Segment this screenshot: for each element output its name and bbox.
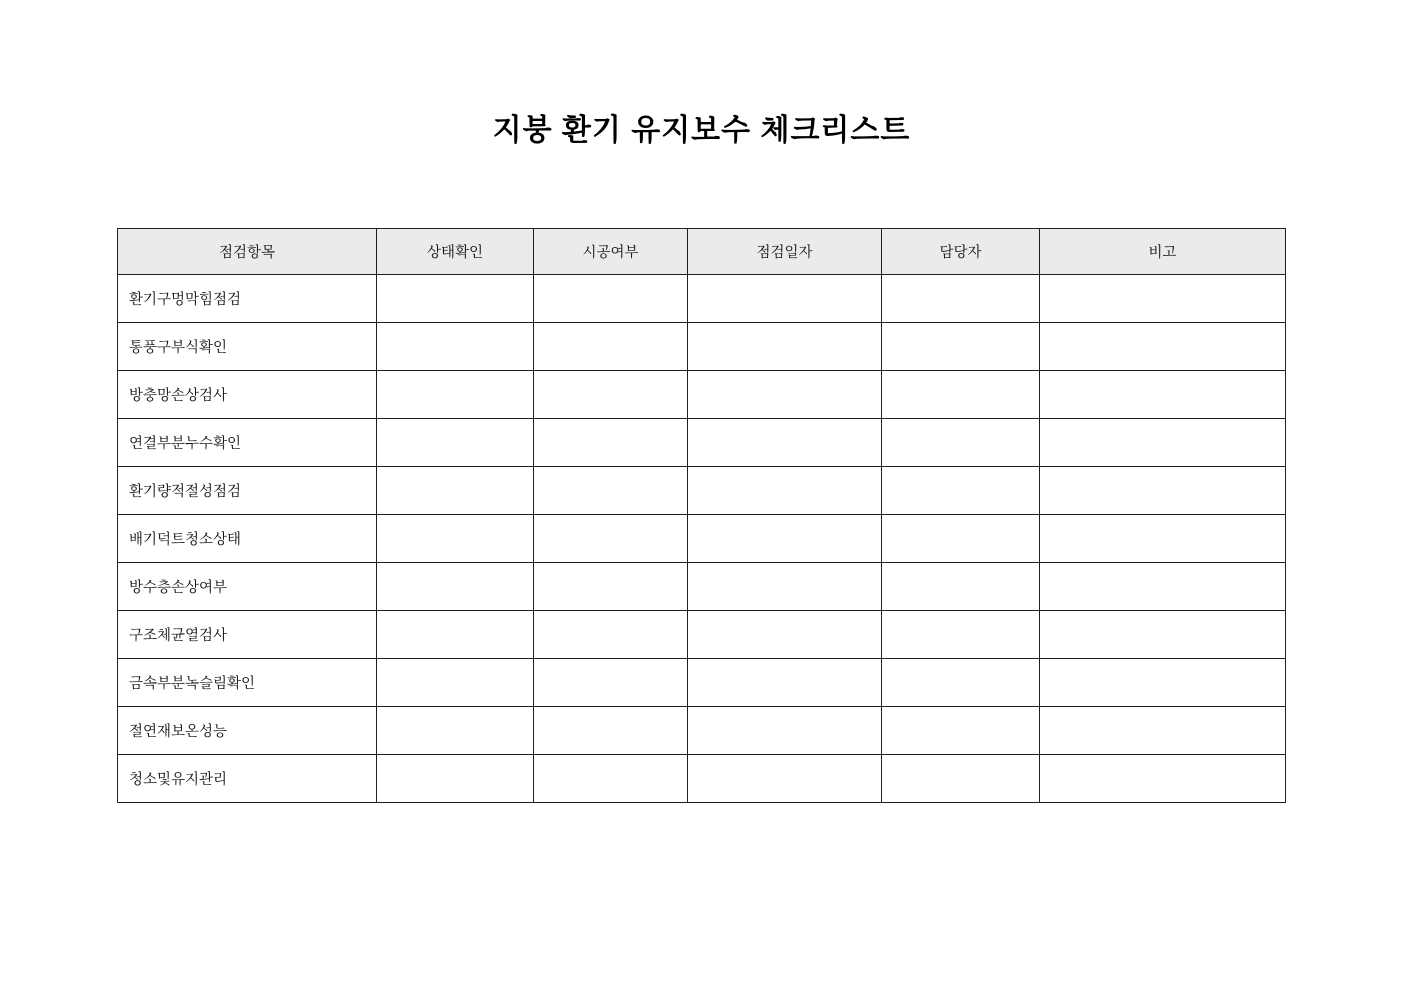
table-body [118, 275, 1286, 803]
cell-work[interactable] [534, 563, 688, 611]
cell-state[interactable] [377, 611, 534, 659]
cell-note[interactable] [1040, 611, 1286, 659]
cell-note[interactable] [1040, 563, 1286, 611]
cell-state[interactable] [377, 515, 534, 563]
cell-state[interactable] [377, 275, 534, 323]
cell-state[interactable] [377, 467, 534, 515]
cell-state[interactable] [377, 707, 534, 755]
cell-person[interactable] [882, 467, 1040, 515]
cell-work[interactable] [534, 371, 688, 419]
cell-person[interactable] [882, 323, 1040, 371]
cell-note[interactable] [1040, 515, 1286, 563]
table-row [118, 419, 1286, 467]
table-header [118, 229, 1286, 275]
cell-note[interactable] [1040, 467, 1286, 515]
cell-work[interactable] [534, 515, 688, 563]
cell-work[interactable] [534, 419, 688, 467]
cell-note[interactable] [1040, 659, 1286, 707]
cell-date[interactable] [688, 515, 882, 563]
cell-date[interactable] [688, 707, 882, 755]
cell-date[interactable] [688, 563, 882, 611]
cell-item: 구조체균열검사 [118, 611, 377, 659]
cell-work[interactable] [534, 755, 688, 803]
cell-person[interactable] [882, 419, 1040, 467]
cell-state[interactable] [377, 755, 534, 803]
cell-state[interactable] [377, 563, 534, 611]
checklist-table [117, 228, 1286, 803]
column-header-date: 점검일자 [688, 229, 882, 275]
cell-work[interactable] [534, 611, 688, 659]
cell-work[interactable] [534, 467, 688, 515]
cell-item: 연결부분누수확인 [118, 419, 377, 467]
cell-item: 청소및유지관리 [118, 755, 377, 803]
table-row [118, 371, 1286, 419]
cell-item: 환기량적절성점검 [118, 467, 377, 515]
cell-note[interactable] [1040, 707, 1286, 755]
cell-date[interactable] [688, 659, 882, 707]
cell-person[interactable] [882, 563, 1040, 611]
table-row [118, 563, 1286, 611]
column-header-item: 점검항목 [118, 229, 377, 275]
cell-date[interactable] [688, 323, 882, 371]
table-row [118, 467, 1286, 515]
cell-date[interactable] [688, 467, 882, 515]
cell-person[interactable] [882, 611, 1040, 659]
table-row [118, 659, 1286, 707]
table-row [118, 707, 1286, 755]
cell-date[interactable] [688, 371, 882, 419]
column-header-person: 담당자 [882, 229, 1040, 275]
cell-date[interactable] [688, 419, 882, 467]
cell-date[interactable] [688, 611, 882, 659]
cell-item: 방충망손상검사 [118, 371, 377, 419]
cell-work[interactable] [534, 275, 688, 323]
cell-person[interactable] [882, 659, 1040, 707]
cell-item: 통풍구부식확인 [118, 323, 377, 371]
column-header-state: 상태확인 [377, 229, 534, 275]
cell-person[interactable] [882, 275, 1040, 323]
page-title: 지붕 환기 유지보수 체크리스트 [492, 114, 911, 147]
cell-date[interactable] [688, 275, 882, 323]
table-row [118, 611, 1286, 659]
table-row [118, 323, 1286, 371]
cell-note[interactable] [1040, 275, 1286, 323]
checklist-table-container [117, 228, 1285, 803]
cell-note[interactable] [1040, 419, 1286, 467]
cell-item: 배기덕트청소상태 [118, 515, 377, 563]
cell-note[interactable] [1040, 323, 1286, 371]
cell-state[interactable] [377, 659, 534, 707]
table-row [118, 755, 1286, 803]
cell-state[interactable] [377, 419, 534, 467]
table-header-row [118, 229, 1286, 275]
cell-person[interactable] [882, 707, 1040, 755]
table-row [118, 515, 1286, 563]
cell-note[interactable] [1040, 371, 1286, 419]
cell-item: 금속부분녹슬림확인 [118, 659, 377, 707]
cell-person[interactable] [882, 755, 1040, 803]
cell-note[interactable] [1040, 755, 1286, 803]
cell-item: 환기구멍막힘점검 [118, 275, 377, 323]
cell-work[interactable] [534, 659, 688, 707]
cell-item: 절연재보온성능 [118, 707, 377, 755]
cell-work[interactable] [534, 707, 688, 755]
cell-person[interactable] [882, 371, 1040, 419]
table-row [118, 275, 1286, 323]
column-header-note: 비고 [1040, 229, 1286, 275]
cell-person[interactable] [882, 515, 1040, 563]
cell-state[interactable] [377, 323, 534, 371]
column-header-work: 시공여부 [534, 229, 688, 275]
cell-state[interactable] [377, 371, 534, 419]
cell-date[interactable] [688, 755, 882, 803]
cell-work[interactable] [534, 323, 688, 371]
cell-item: 방수층손상여부 [118, 563, 377, 611]
